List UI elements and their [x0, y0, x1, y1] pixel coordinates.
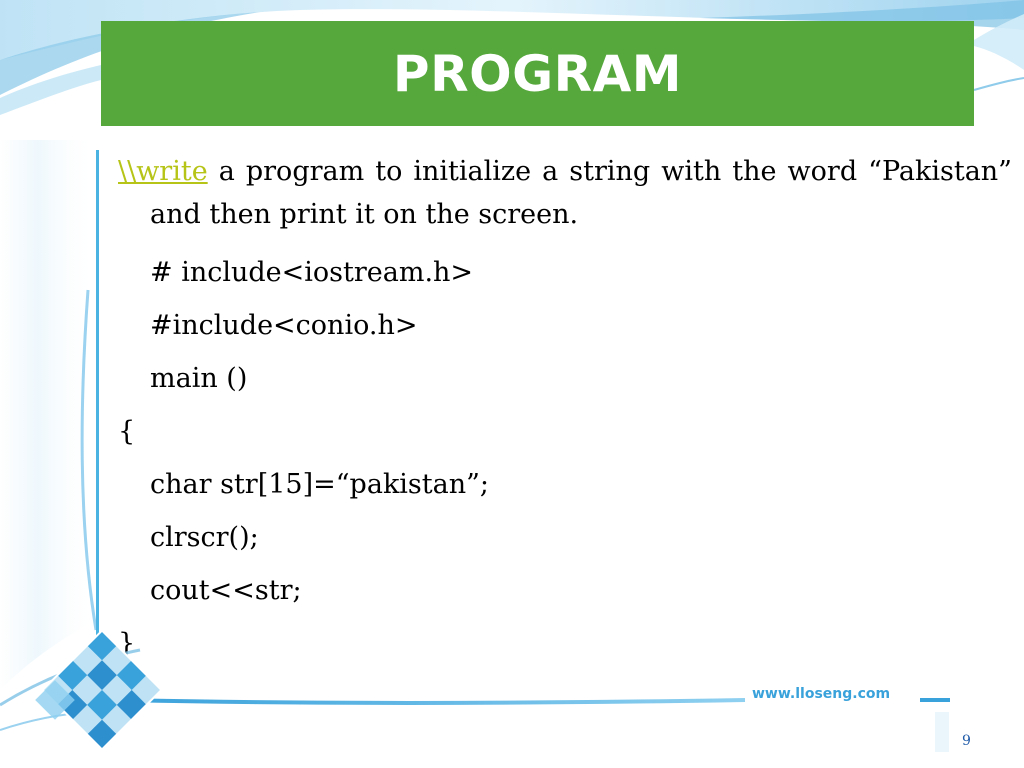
- code-line: char str[15]=“pakistan”;: [150, 469, 490, 500]
- slide-body: [118, 150, 1012, 670]
- content-left-rule: [96, 150, 99, 670]
- code-line: cout<<str;: [150, 575, 302, 606]
- code-line: #include<conio.h>: [150, 310, 418, 341]
- bottom-decoration: [0, 600, 1024, 768]
- intro-text: a program to initialize a string with the word “Pakistan” and then print it on the screen.: [150, 156, 1012, 230]
- write-link[interactable]: \\write: [118, 156, 208, 187]
- code-line: main (): [150, 363, 248, 394]
- intro-paragraph: [118, 150, 1012, 236]
- code-line: # include<iostream.h>: [150, 257, 474, 288]
- footer-url[interactable]: www.lloseng.com: [752, 686, 891, 702]
- code-line: clrscr();: [150, 522, 259, 553]
- code-line: {: [118, 416, 136, 447]
- page-number: 9: [962, 733, 971, 749]
- code-line: }: [118, 628, 136, 659]
- slide-title: PROGRAM: [392, 44, 683, 103]
- title-bar: [101, 21, 974, 126]
